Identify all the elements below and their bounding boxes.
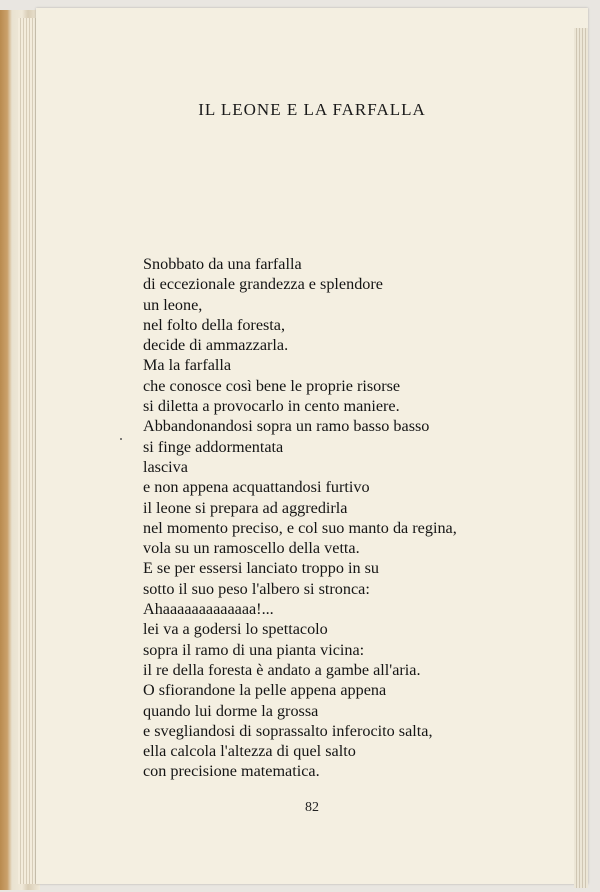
poem-line: lei va a godersi lo spettacolo [143,620,328,639]
poem-line: ella calcola l'altezza di quel salto [143,742,356,761]
poem-line: che conosce così bene le proprie risorse [143,376,401,395]
poem-line: nel folto della foresta, [143,315,286,334]
page-number: 82 [305,800,319,815]
poem-line: il leone si prepara ad aggredirla [143,498,348,517]
poem-line: Ahaaaaaaaaaaaaa!... [143,600,274,619]
poem-line: si diletta a provocarlo in cento maniere. [143,397,400,416]
poem-line: e non appena acquattandosi furtivo [143,478,370,497]
poem-body [143,254,457,782]
poem-line: O sfiorandone la pelle appena appena [143,681,387,700]
poem-line: un leone, [143,295,203,314]
poem-line: sotto il suo peso l'albero si stronca: [143,579,370,598]
page-stack-right [574,28,588,888]
poem-title: IL LEONE E LA FARFALLA [198,100,426,119]
poem-line: quando lui dorme la grossa [143,701,319,720]
poem-line: Snobbato da una farfalla [143,255,302,273]
poem-line: E se per essersi lanciato troppo in su [143,559,380,578]
poem-line: decide di ammazzarla. [143,336,289,355]
poem-line: il re della foresta è andato a gambe all'aria. [143,660,421,679]
poem-line: con precisione matematica. [143,762,320,781]
poem-line: lasciva [143,457,188,476]
poem-line: sopra il ramo di una pianta vicina: [143,640,365,659]
poem-line: vola su un ramoscello della vetta. [143,539,360,558]
poem-line: nel momento preciso, e col suo manto da regina, [143,518,457,537]
ink-speck [120,438,122,440]
poem-line: Abbandonandosi sopra un ramo basso basso [143,417,430,436]
poem-line: si finge addormentata [143,437,284,456]
poem-line: di eccezionale grandezza e splendore [143,275,383,294]
poem-line: Ma la farfalla [143,356,232,375]
poem-line: e svegliandosi di soprassalto inferocito salta, [143,721,433,740]
book-page [36,8,588,884]
